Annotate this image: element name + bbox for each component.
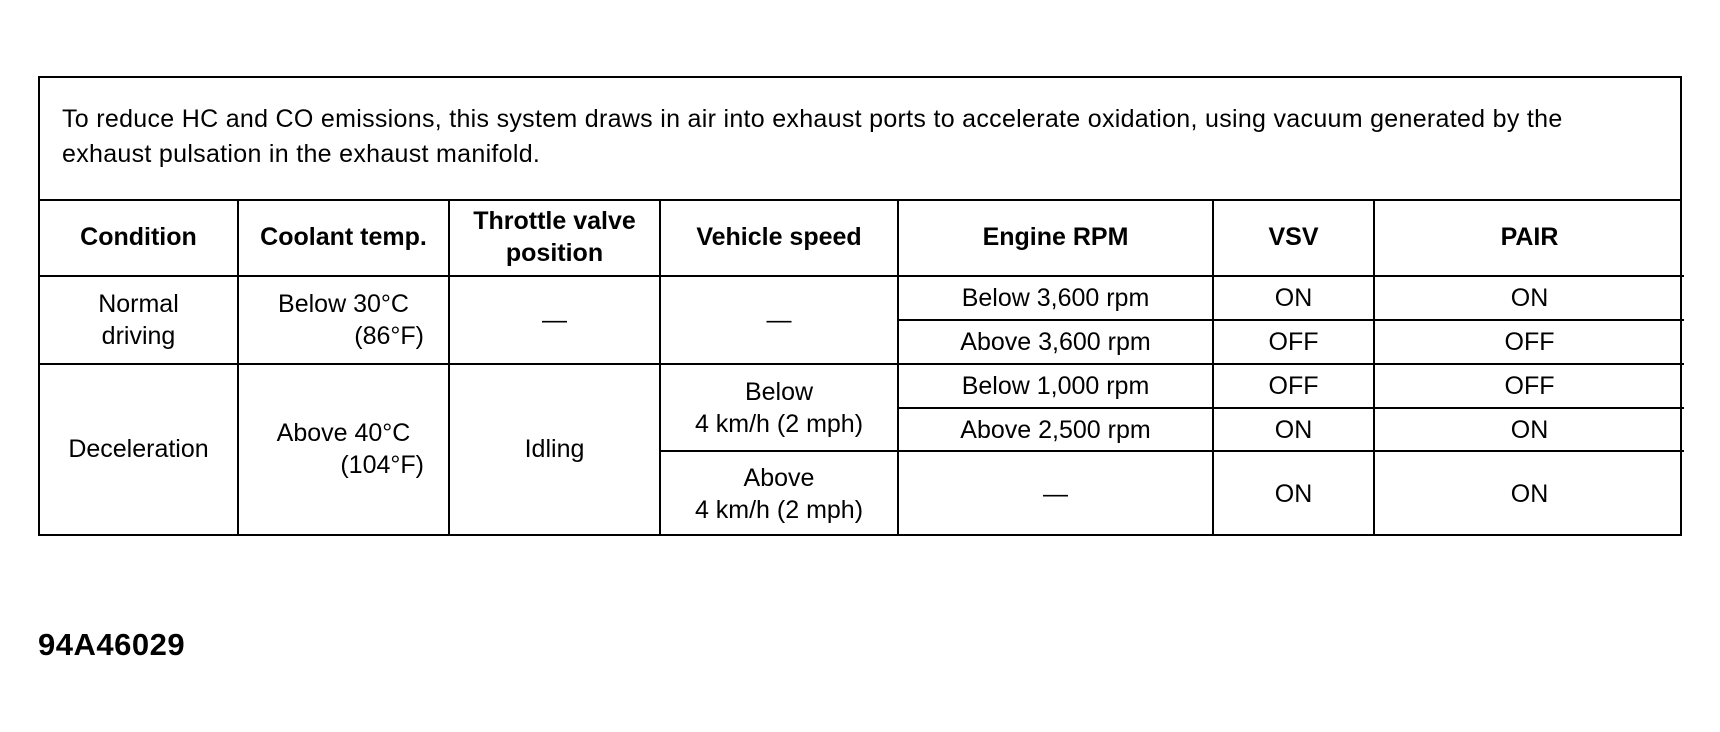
header-vehicle-speed: Vehicle speed [660, 199, 898, 276]
rpm-cell: Above 3,600 rpm [898, 320, 1213, 364]
condition-normal-driving [40, 276, 238, 364]
header-throttle-position [449, 199, 660, 276]
header-condition: Condition [40, 199, 238, 276]
operating-conditions-table [40, 199, 1684, 536]
speed-above-4kmh [660, 451, 898, 535]
pair-cell: OFF [1374, 320, 1684, 364]
vsv-cell: ON [1213, 276, 1374, 320]
coolant-normal-line1: Below 30°C [278, 289, 409, 318]
header-pair: PAIR [1374, 199, 1684, 276]
description-text: To reduce HC and CO emissions, this system draws in air into exhaust ports to accelerate oxidation, using vacuum generated by the exhaust pulsation in the exhaust manifold. [40, 78, 1680, 201]
figure-code: 94A46029 [38, 627, 186, 662]
pair-cell: ON [1374, 451, 1684, 535]
spec-frame [38, 76, 1682, 536]
vsv-cell: OFF [1213, 320, 1374, 364]
vsv-cell: ON [1213, 408, 1374, 452]
pair-cell: OFF [1374, 364, 1684, 408]
rpm-cell: Below 3,600 rpm [898, 276, 1213, 320]
condition-deceleration: Deceleration [40, 364, 238, 535]
header-throttle-line2: position [505, 239, 604, 267]
speed-below-line1: Below [744, 377, 814, 406]
throttle-normal: — [449, 276, 660, 364]
header-coolant-temp: Coolant temp. [238, 199, 449, 276]
pair-cell: ON [1374, 276, 1684, 320]
pair-cell: ON [1374, 408, 1684, 452]
rpm-cell: Above 2,500 rpm [898, 408, 1213, 452]
speed-above-line1: Above [743, 463, 815, 492]
throttle-deceleration: Idling [449, 364, 660, 535]
rpm-cell: Below 1,000 rpm [898, 364, 1213, 408]
speed-above-line2: 4 km/h (2 mph) [694, 495, 864, 524]
coolant-normal-line2: (86°F) [354, 321, 424, 350]
table-row [40, 364, 1684, 408]
condition-normal-line1: Normal [98, 289, 179, 318]
speed-below-line2: 4 km/h (2 mph) [694, 409, 864, 438]
speed-below-4kmh [660, 364, 898, 452]
vsv-cell: OFF [1213, 364, 1374, 408]
coolant-decel-line2: (104°F) [340, 451, 424, 480]
speed-normal: — [660, 276, 898, 364]
coolant-decel-line1: Above 40°C [276, 419, 411, 448]
rpm-cell: — [898, 451, 1213, 535]
table-header-row [40, 199, 1684, 276]
header-vsv: VSV [1213, 199, 1374, 276]
condition-normal-line2: driving [101, 321, 176, 350]
coolant-normal [238, 276, 449, 364]
table-row [40, 276, 1684, 320]
coolant-deceleration [238, 364, 449, 535]
header-throttle-line1: Throttle valve [473, 207, 636, 235]
header-engine-rpm: Engine RPM [898, 199, 1213, 276]
vsv-cell: ON [1213, 451, 1374, 535]
